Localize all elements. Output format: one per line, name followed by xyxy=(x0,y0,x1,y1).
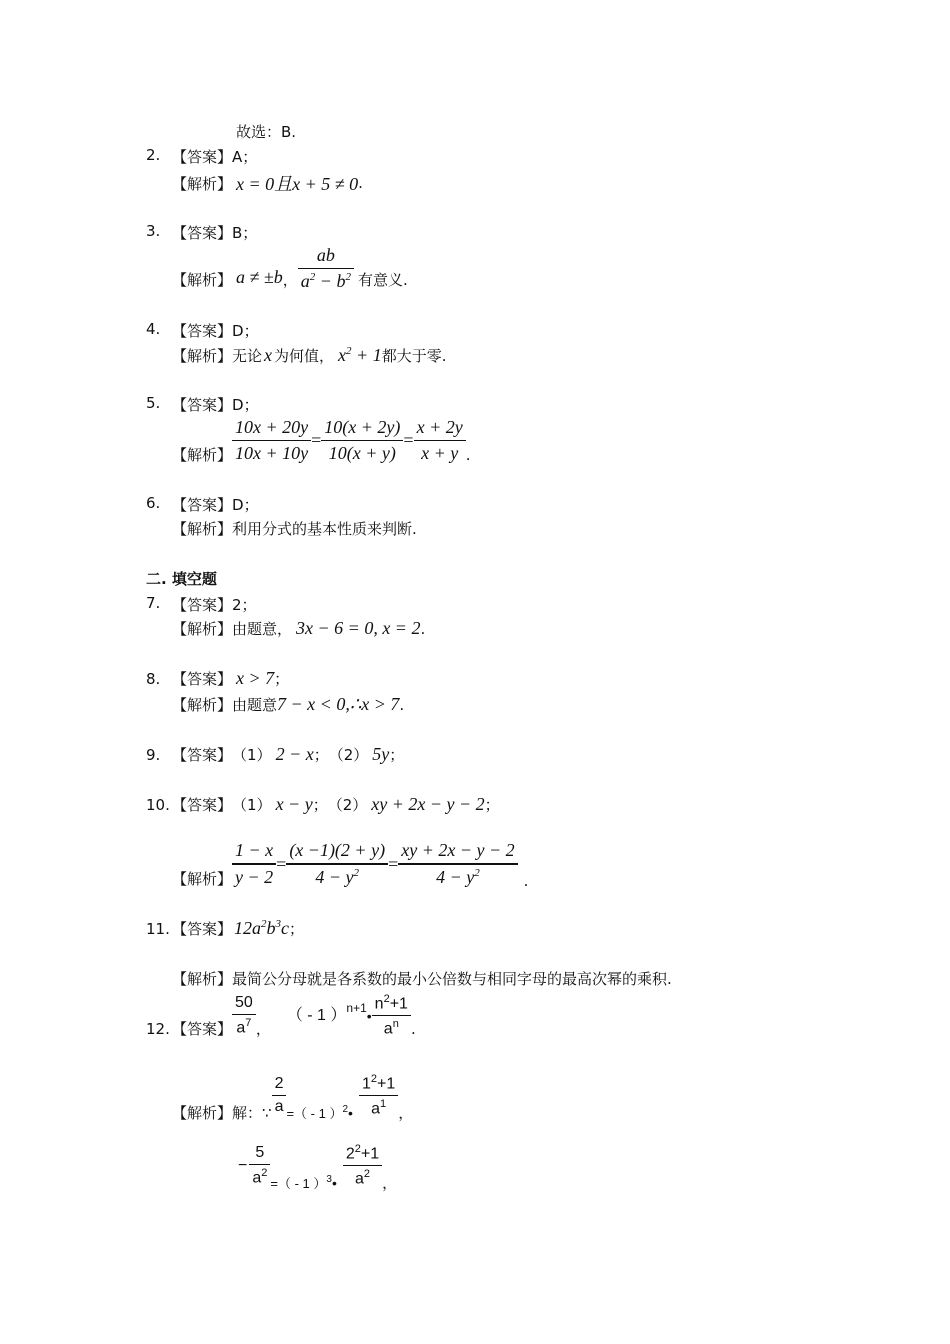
fraction-numerator: ab xyxy=(316,245,335,265)
fraction-numerator: 50 xyxy=(235,993,253,1011)
q12-row1-fraction-left xyxy=(272,1075,287,1116)
q10-fraction-3 xyxy=(398,840,517,887)
q4-poly: $x^2 + 1$ xyxy=(338,345,382,365)
part-1-label: （1） xyxy=(232,796,272,814)
q12-answer-fraction-1 xyxy=(232,994,256,1038)
explanation-tag: 【解析】 xyxy=(172,696,233,714)
q5-answer xyxy=(172,394,259,415)
q8-number: 8. xyxy=(146,669,161,688)
q12-answer-line xyxy=(146,992,416,1039)
explanation-tag: 【解析】 xyxy=(172,446,233,464)
q12-row2-fraction-left xyxy=(249,1144,270,1188)
fraction-numerator: xy + 2x − y − 2 xyxy=(401,840,515,861)
period: . xyxy=(399,695,405,714)
q2-number: 2. xyxy=(146,146,161,164)
equals: = xyxy=(311,430,322,450)
fraction-denominator: $a^2$ xyxy=(354,1168,370,1188)
fraction-numerator: $n^2+1$ xyxy=(374,992,408,1012)
q9-number: 9. xyxy=(146,745,161,764)
fraction-denominator: 10x + 10y xyxy=(235,443,309,464)
q12-number: 12. xyxy=(146,1019,170,1038)
fraction-denominator: $a^7$ xyxy=(236,1016,252,1037)
q2-explanation xyxy=(172,170,363,196)
answer-tag: 【答案】 xyxy=(172,224,233,242)
semicolon: ； xyxy=(312,796,328,814)
q8-explanation xyxy=(172,694,404,715)
q10-fraction-2 xyxy=(286,840,388,887)
q12-row1-eq: =（ - 1 ） xyxy=(286,1106,343,1121)
q4-text-3: 都大于零. xyxy=(381,347,447,365)
q9-answer-line xyxy=(146,744,404,765)
comma: ， xyxy=(398,1104,414,1122)
q5-explanation xyxy=(172,416,470,465)
answer-value: D； xyxy=(232,396,259,414)
explanation-tag: 【解析】 xyxy=(172,174,233,193)
q11-answer-math: $12a^2b^3c$ xyxy=(234,918,290,938)
q4-text-2: 为何值， xyxy=(274,347,335,365)
section-heading-fill-blank: 二. 填空题 xyxy=(146,570,217,588)
explanation-tag: 【解析】 xyxy=(172,520,233,538)
q10-part-2-math: xy + 2x − y − 2 xyxy=(371,794,485,814)
fraction-numerator: 2 xyxy=(274,1074,284,1092)
q10-explanation xyxy=(172,838,528,890)
answer-value: D； xyxy=(232,496,259,514)
q11-explanation xyxy=(172,968,672,989)
period: . xyxy=(358,174,363,192)
q4-answer xyxy=(172,320,259,341)
minus-sign: − xyxy=(238,1156,248,1174)
q4-x: x xyxy=(264,345,273,365)
q5-fraction-2 xyxy=(321,417,403,464)
part-1-label: （1） xyxy=(232,746,272,764)
q12-row2-power: 3 xyxy=(326,1174,332,1185)
q12-explanation-row-1 xyxy=(172,1068,413,1123)
fraction-numerator: 5 xyxy=(255,1143,265,1161)
q7-text: 由题意， xyxy=(232,620,293,638)
period: . xyxy=(465,445,471,464)
q12-exponent: n+1 xyxy=(346,1000,367,1015)
answer-value: A； xyxy=(232,148,258,166)
fraction-numerator: (x −1)(2 + y) xyxy=(289,840,386,861)
q3-fraction xyxy=(298,245,354,292)
q8-answer-math: x > 7 xyxy=(236,668,275,688)
comma: ， xyxy=(282,271,298,290)
q12-jie: 解：∵ xyxy=(232,1104,272,1122)
answer-tag: 【答案】 xyxy=(172,322,233,340)
q10-part-1-math: x − y xyxy=(275,794,313,814)
explanation-tag: 【解析】 xyxy=(172,970,233,988)
q7-explanation xyxy=(172,618,425,639)
fraction-numerator: x + 2y xyxy=(416,416,463,437)
period: . xyxy=(420,619,426,638)
semicolon: ； xyxy=(274,670,290,688)
q12-answer-fraction-2 xyxy=(372,993,411,1039)
equals: = xyxy=(276,853,287,874)
answer-value: B； xyxy=(232,224,258,242)
q6-number: 6. xyxy=(146,494,161,512)
comma: ， xyxy=(255,1020,271,1038)
fraction-denominator: $4 - y^2$ xyxy=(315,866,359,887)
q12-row2-fraction-right xyxy=(343,1143,382,1189)
fraction-denominator: $a^1$ xyxy=(371,1098,387,1118)
answer-tag: 【答案】 xyxy=(172,746,233,764)
fraction-denominator: $4 - y^2$ xyxy=(436,866,480,887)
fraction-denominator: y − 2 xyxy=(235,866,274,887)
fraction-numerator: 10(x + 2y) xyxy=(324,416,401,437)
q2-math: x = 0且x + 5 ≠ 0 xyxy=(236,174,359,194)
fraction-denominator: $a^2 - b^2$ xyxy=(300,271,351,292)
q3-explanation xyxy=(172,245,408,292)
part-2-label: （2） xyxy=(328,746,369,764)
q4-number: 4. xyxy=(146,320,161,338)
q12-neg-one: （ - 1 ） xyxy=(286,1007,347,1024)
semicolon: ； xyxy=(313,746,329,764)
fraction-denominator: $a^2$ xyxy=(252,1166,268,1187)
q7-answer xyxy=(172,594,257,615)
q6-answer xyxy=(172,494,259,515)
answer-tag: 【答案】 xyxy=(172,796,233,814)
part-2-label: （2） xyxy=(327,796,368,814)
q10-number: 10. xyxy=(146,795,170,814)
answer-tag: 【答案】 xyxy=(172,1020,233,1038)
fraction-numerator: 1 − x xyxy=(235,840,274,861)
equals: = xyxy=(388,853,399,874)
q8-math: 7 − x < 0,∴x > 7 xyxy=(277,694,400,714)
q7-number: 7. xyxy=(146,594,161,612)
fraction-denominator: x + y xyxy=(421,443,459,464)
answer-tag: 【答案】 xyxy=(172,670,233,688)
q12-row2-eq: =（ - 1 ） xyxy=(270,1176,327,1191)
fraction-denominator: $a^n$ xyxy=(383,1018,399,1038)
q5-fraction-3 xyxy=(414,417,466,464)
answer-tag: 【答案】 xyxy=(172,596,233,614)
period: . xyxy=(410,1019,416,1038)
semicolon: ； xyxy=(289,920,305,938)
q5-fraction-1 xyxy=(232,417,311,464)
answer-tag: 【答案】 xyxy=(172,396,233,414)
answer-tag: 【答案】 xyxy=(172,496,233,514)
explanation-tag: 【解析】 xyxy=(172,347,233,365)
dot: • xyxy=(366,1007,372,1024)
dot: • xyxy=(348,1104,353,1121)
q10-fraction-1 xyxy=(232,840,276,887)
q4-explanation xyxy=(172,345,446,366)
explanation-tag: 【解析】 xyxy=(172,620,233,638)
answer-value: 2； xyxy=(232,596,257,614)
q9-part-1-math: 2 − x xyxy=(275,744,314,764)
q3-math: a ≠ ±b xyxy=(236,267,283,288)
comma: ， xyxy=(382,1174,398,1192)
q11-number: 11. xyxy=(146,919,170,938)
q9-part-2-math: 5y xyxy=(372,744,390,764)
q11-answer-line xyxy=(146,918,304,939)
answer-value: D； xyxy=(232,322,259,340)
explanation-tag: 【解析】 xyxy=(172,1104,233,1122)
explanation-tag: 【解析】 xyxy=(172,271,233,290)
q3-answer xyxy=(172,222,257,243)
q6-explanation xyxy=(172,518,417,539)
q12-row1-fraction-right xyxy=(359,1073,398,1119)
equals: = xyxy=(403,430,414,450)
fraction-numerator: 10x + 20y xyxy=(235,416,309,437)
prev-choice-line: 故选：B. xyxy=(236,123,297,141)
fraction-denominator: a xyxy=(274,1098,284,1116)
fraction-denominator: 10(x + y) xyxy=(328,443,396,464)
q12-row1-power: 2 xyxy=(342,1104,349,1115)
period: . xyxy=(523,872,529,890)
semicolon: ； xyxy=(389,746,405,764)
dot: • xyxy=(331,1174,337,1191)
explanation-tag: 【解析】 xyxy=(172,869,233,888)
answer-tag: 【答案】 xyxy=(172,148,233,166)
q7-math: 3x − 6 = 0, x = 2 xyxy=(296,618,421,638)
q5-number: 5. xyxy=(146,394,161,412)
answer-tag: 【答案】 xyxy=(172,920,233,938)
q3-number: 3. xyxy=(146,222,161,240)
explanation-text: 最简公分母就是各系数的最小公倍数与相同字母的最高次幂的乘积. xyxy=(232,970,672,988)
q12-explanation-row-2 xyxy=(238,1138,397,1193)
q10-answer-line xyxy=(146,794,500,815)
q8-text: 由题意 xyxy=(232,696,278,714)
q3-text: 有意义. xyxy=(357,271,408,290)
q2-answer xyxy=(172,146,257,167)
q8-answer-line xyxy=(146,668,289,689)
explanation-text: 利用分式的基本性质来判断. xyxy=(232,520,417,538)
fraction-numerator: $2^2+1$ xyxy=(345,1142,380,1162)
fraction-numerator: $1^2+1$ xyxy=(361,1072,396,1092)
q4-text-1: 无论 xyxy=(232,347,263,365)
semicolon: ； xyxy=(484,796,500,814)
